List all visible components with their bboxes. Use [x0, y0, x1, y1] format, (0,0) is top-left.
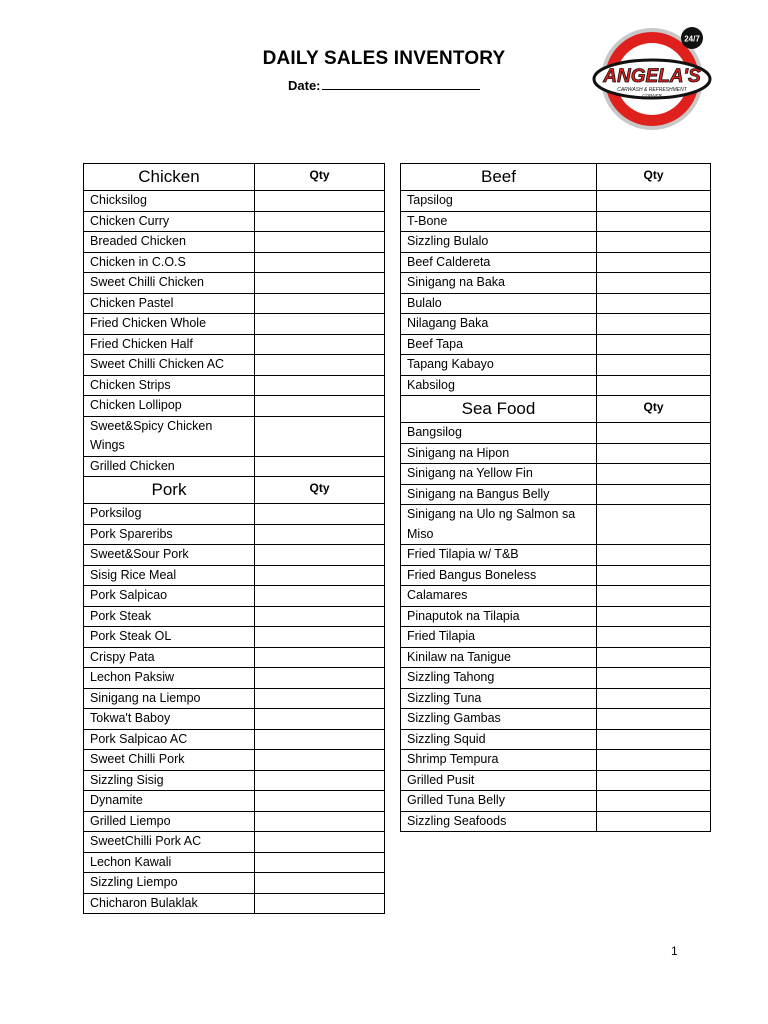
qty-cell[interactable]: [597, 484, 711, 505]
item-name: Pork Steak OL: [84, 627, 255, 648]
item-name: Sisig Rice Meal: [84, 565, 255, 586]
qty-cell[interactable]: [597, 545, 711, 566]
table-row: [401, 606, 711, 627]
item-name: Tapang Kabayo: [401, 355, 597, 376]
item-name: Dynamite: [84, 791, 255, 812]
item-name: Sizzling Sisig: [84, 770, 255, 791]
item-name: Sweet Chilli Chicken AC: [84, 355, 255, 376]
table-row: [84, 252, 385, 273]
qty-cell[interactable]: [255, 545, 385, 566]
item-name: Sweet&Spicy Chicken Wings: [84, 416, 255, 456]
table-row: [84, 791, 385, 812]
table-row: [84, 314, 385, 335]
item-name: Breaded Chicken: [84, 232, 255, 253]
table-row: [401, 464, 711, 485]
table-row: [84, 524, 385, 545]
qty-cell[interactable]: [255, 375, 385, 396]
right-inventory-table: [400, 163, 711, 832]
item-name: Pinaputok na Tilapia: [401, 606, 597, 627]
table-row: [401, 565, 711, 586]
item-name: T-Bone: [401, 211, 597, 232]
table-row: [84, 396, 385, 417]
qty-cell[interactable]: [255, 565, 385, 586]
qty-cell[interactable]: [597, 627, 711, 648]
table-row: [401, 505, 711, 545]
qty-cell[interactable]: [597, 273, 711, 294]
page-title: DAILY SALES INVENTORY: [262, 48, 506, 69]
table-row: [84, 647, 385, 668]
qty-cell[interactable]: [597, 647, 711, 668]
qty-cell[interactable]: [597, 586, 711, 607]
table-row: [401, 709, 711, 730]
item-name: Sizzling Tuna: [401, 688, 597, 709]
seafood-qty-header: Qty: [597, 396, 711, 423]
seafood-section-header: [401, 396, 711, 423]
qty-cell[interactable]: [255, 524, 385, 545]
table-row: [84, 688, 385, 709]
item-name: Kinilaw na Tanigue: [401, 647, 597, 668]
qty-cell[interactable]: [255, 293, 385, 314]
table-row: [84, 606, 385, 627]
qty-cell[interactable]: [255, 647, 385, 668]
item-name: Calamares: [401, 586, 597, 607]
table-row: [401, 545, 711, 566]
table-row: [401, 668, 711, 689]
qty-cell[interactable]: [255, 709, 385, 730]
beef-section-header: [401, 164, 711, 191]
chicken-section-header: [84, 164, 385, 191]
table-row: [401, 191, 711, 212]
pork-section-title: Pork: [84, 477, 255, 504]
qty-cell[interactable]: [255, 668, 385, 689]
qty-cell[interactable]: [597, 232, 711, 253]
qty-cell[interactable]: [597, 314, 711, 335]
svg-text:24/7: 24/7: [684, 34, 700, 44]
qty-cell[interactable]: [255, 893, 385, 914]
item-name: Beef Tapa: [401, 334, 597, 355]
table-row: [84, 750, 385, 771]
qty-cell[interactable]: [255, 252, 385, 273]
item-name: Chicken Strips: [84, 375, 255, 396]
table-row: [84, 416, 385, 456]
qty-cell[interactable]: [597, 750, 711, 771]
qty-cell[interactable]: [255, 211, 385, 232]
table-row: [401, 293, 711, 314]
table-row: [84, 504, 385, 525]
item-name: Sinigang na Hipon: [401, 443, 597, 464]
table-row: [84, 832, 385, 853]
item-name: Grilled Liempo: [84, 811, 255, 832]
item-name: Bulalo: [401, 293, 597, 314]
item-name: Sizzling Tahong: [401, 668, 597, 689]
svg-text:CARWASH & REFRESHMENT: CARWASH & REFRESHMENT: [617, 87, 687, 93]
item-name: Sinigang na Liempo: [84, 688, 255, 709]
qty-cell[interactable]: [597, 688, 711, 709]
item-name: Sizzling Seafoods: [401, 811, 597, 832]
item-name: Grilled Tuna Belly: [401, 791, 597, 812]
date-label: Date:: [288, 78, 321, 93]
item-name: Sinigang na Yellow Fin: [401, 464, 597, 485]
item-name: Chicharon Bulaklak: [84, 893, 255, 914]
table-row: [84, 375, 385, 396]
table-row: [84, 273, 385, 294]
qty-cell[interactable]: [255, 750, 385, 771]
table-row: [401, 355, 711, 376]
table-row: [401, 375, 711, 396]
qty-cell[interactable]: [597, 293, 711, 314]
table-row: [84, 709, 385, 730]
table-row: [84, 852, 385, 873]
table-row: [84, 565, 385, 586]
qty-cell[interactable]: [597, 709, 711, 730]
item-name: Tapsilog: [401, 191, 597, 212]
item-name: Sweet&Sour Pork: [84, 545, 255, 566]
table-row: [401, 750, 711, 771]
table-row: [84, 232, 385, 253]
qty-cell[interactable]: [597, 464, 711, 485]
qty-cell[interactable]: [255, 688, 385, 709]
table-row: [401, 729, 711, 750]
item-name: Grilled Pusit: [401, 770, 597, 791]
table-row: [401, 791, 711, 812]
item-name: Nilagang Baka: [401, 314, 597, 335]
table-row: [84, 729, 385, 750]
qty-cell[interactable]: [597, 505, 711, 545]
beef-section-title: Beef: [401, 164, 597, 191]
svg-text:CORNER: CORNER: [642, 93, 662, 98]
qty-cell[interactable]: [597, 355, 711, 376]
item-name: Sinigang na Bangus Belly: [401, 484, 597, 505]
qty-cell[interactable]: [255, 586, 385, 607]
item-name: Porksilog: [84, 504, 255, 525]
chicken-section-title: Chicken: [84, 164, 255, 191]
table-row: [401, 647, 711, 668]
qty-cell[interactable]: [255, 334, 385, 355]
table-row: [84, 191, 385, 212]
table-row: [401, 443, 711, 464]
item-name: Sizzling Gambas: [401, 709, 597, 730]
qty-cell[interactable]: [255, 627, 385, 648]
table-row: [84, 668, 385, 689]
table-row: [401, 688, 711, 709]
item-name: Sweet Chilli Chicken: [84, 273, 255, 294]
qty-cell[interactable]: [597, 565, 711, 586]
qty-cell[interactable]: [597, 334, 711, 355]
item-name: Fried Bangus Boneless: [401, 565, 597, 586]
qty-cell[interactable]: [597, 252, 711, 273]
table-row: [401, 314, 711, 335]
qty-cell[interactable]: [597, 770, 711, 791]
table-row: [401, 484, 711, 505]
table-row: [84, 355, 385, 376]
item-name: Fried Tilapia: [401, 627, 597, 648]
table-row: [84, 456, 385, 477]
angelas-logo: [590, 22, 714, 134]
item-name: Pork Salpicao AC: [84, 729, 255, 750]
qty-cell[interactable]: [597, 668, 711, 689]
table-row: [401, 770, 711, 791]
qty-cell[interactable]: [597, 729, 711, 750]
item-name: Fried Tilapia w/ T&B: [401, 545, 597, 566]
qty-cell[interactable]: [255, 791, 385, 812]
date-field: [288, 77, 480, 93]
qty-cell[interactable]: [255, 273, 385, 294]
item-name: Pork Steak: [84, 606, 255, 627]
item-name: Pork Salpicao: [84, 586, 255, 607]
qty-cell[interactable]: [597, 211, 711, 232]
item-name: Fried Chicken Whole: [84, 314, 255, 335]
table-row: [401, 627, 711, 648]
qty-cell[interactable]: [255, 873, 385, 894]
qty-cell[interactable]: [597, 791, 711, 812]
item-name: Bangsilog: [401, 423, 597, 444]
item-name: Sinigang na Ulo ng Salmon sa Miso: [401, 505, 597, 545]
qty-cell[interactable]: [255, 191, 385, 212]
item-name: Sweet Chilli Pork: [84, 750, 255, 771]
item-name: Beef Caldereta: [401, 252, 597, 273]
table-row: [84, 873, 385, 894]
table-row: [84, 627, 385, 648]
table-row: [84, 893, 385, 914]
qty-cell[interactable]: [255, 232, 385, 253]
qty-cell[interactable]: [597, 375, 711, 396]
qty-cell[interactable]: [255, 355, 385, 376]
table-row: [84, 211, 385, 232]
qty-cell[interactable]: [255, 832, 385, 853]
qty-cell[interactable]: [597, 811, 711, 832]
pork-qty-header: Qty: [255, 477, 385, 504]
qty-cell[interactable]: [597, 606, 711, 627]
qty-cell[interactable]: [255, 770, 385, 791]
item-name: Sizzling Bulalo: [401, 232, 597, 253]
qty-cell[interactable]: [255, 456, 385, 477]
item-name: Shrimp Tempura: [401, 750, 597, 771]
qty-cell[interactable]: [255, 504, 385, 525]
item-name: Chicken in C.O.S: [84, 252, 255, 273]
pork-section-header: [84, 477, 385, 504]
item-name: Crispy Pata: [84, 647, 255, 668]
item-name: Chicken Pastel: [84, 293, 255, 314]
qty-cell[interactable]: [255, 606, 385, 627]
table-row: [84, 334, 385, 355]
qty-cell[interactable]: [255, 852, 385, 873]
table-row: [401, 211, 711, 232]
qty-cell[interactable]: [597, 443, 711, 464]
chicken-qty-header: Qty: [255, 164, 385, 191]
qty-cell[interactable]: [255, 314, 385, 335]
item-name: Sizzling Liempo: [84, 873, 255, 894]
item-name: Sizzling Squid: [401, 729, 597, 750]
qty-cell[interactable]: [255, 729, 385, 750]
table-row: [84, 770, 385, 791]
item-name: Kabsilog: [401, 375, 597, 396]
item-name: Fried Chicken Half: [84, 334, 255, 355]
table-row: [401, 252, 711, 273]
seafood-section-title: Sea Food: [401, 396, 597, 423]
qty-cell[interactable]: [255, 416, 385, 456]
table-row: [401, 232, 711, 253]
table-row: [84, 586, 385, 607]
table-row: [84, 545, 385, 566]
item-name: Sinigang na Baka: [401, 273, 597, 294]
table-row: [401, 811, 711, 832]
beef-qty-header: Qty: [597, 164, 711, 191]
date-blank-line: [322, 77, 480, 90]
qty-cell[interactable]: [255, 396, 385, 417]
item-name: Lechon Kawali: [84, 852, 255, 873]
left-inventory-table: [83, 163, 385, 914]
item-name: Chicken Lollipop: [84, 396, 255, 417]
qty-cell[interactable]: [597, 191, 711, 212]
qty-cell[interactable]: [597, 423, 711, 444]
item-name: Grilled Chicken: [84, 456, 255, 477]
item-name: Lechon Paksiw: [84, 668, 255, 689]
table-row: [401, 334, 711, 355]
table-row: [84, 811, 385, 832]
item-name: Chicksilog: [84, 191, 255, 212]
item-name: Tokwa't Baboy: [84, 709, 255, 730]
item-name: Chicken Curry: [84, 211, 255, 232]
page-number: 1: [671, 944, 678, 958]
table-row: [84, 293, 385, 314]
table-row: [401, 586, 711, 607]
table-row: [401, 273, 711, 294]
qty-cell[interactable]: [255, 811, 385, 832]
svg-text:ANGELA'S: ANGELA'S: [603, 66, 701, 87]
item-name: SweetChilli Pork AC: [84, 832, 255, 853]
table-row: [401, 423, 711, 444]
item-name: Pork Spareribs: [84, 524, 255, 545]
